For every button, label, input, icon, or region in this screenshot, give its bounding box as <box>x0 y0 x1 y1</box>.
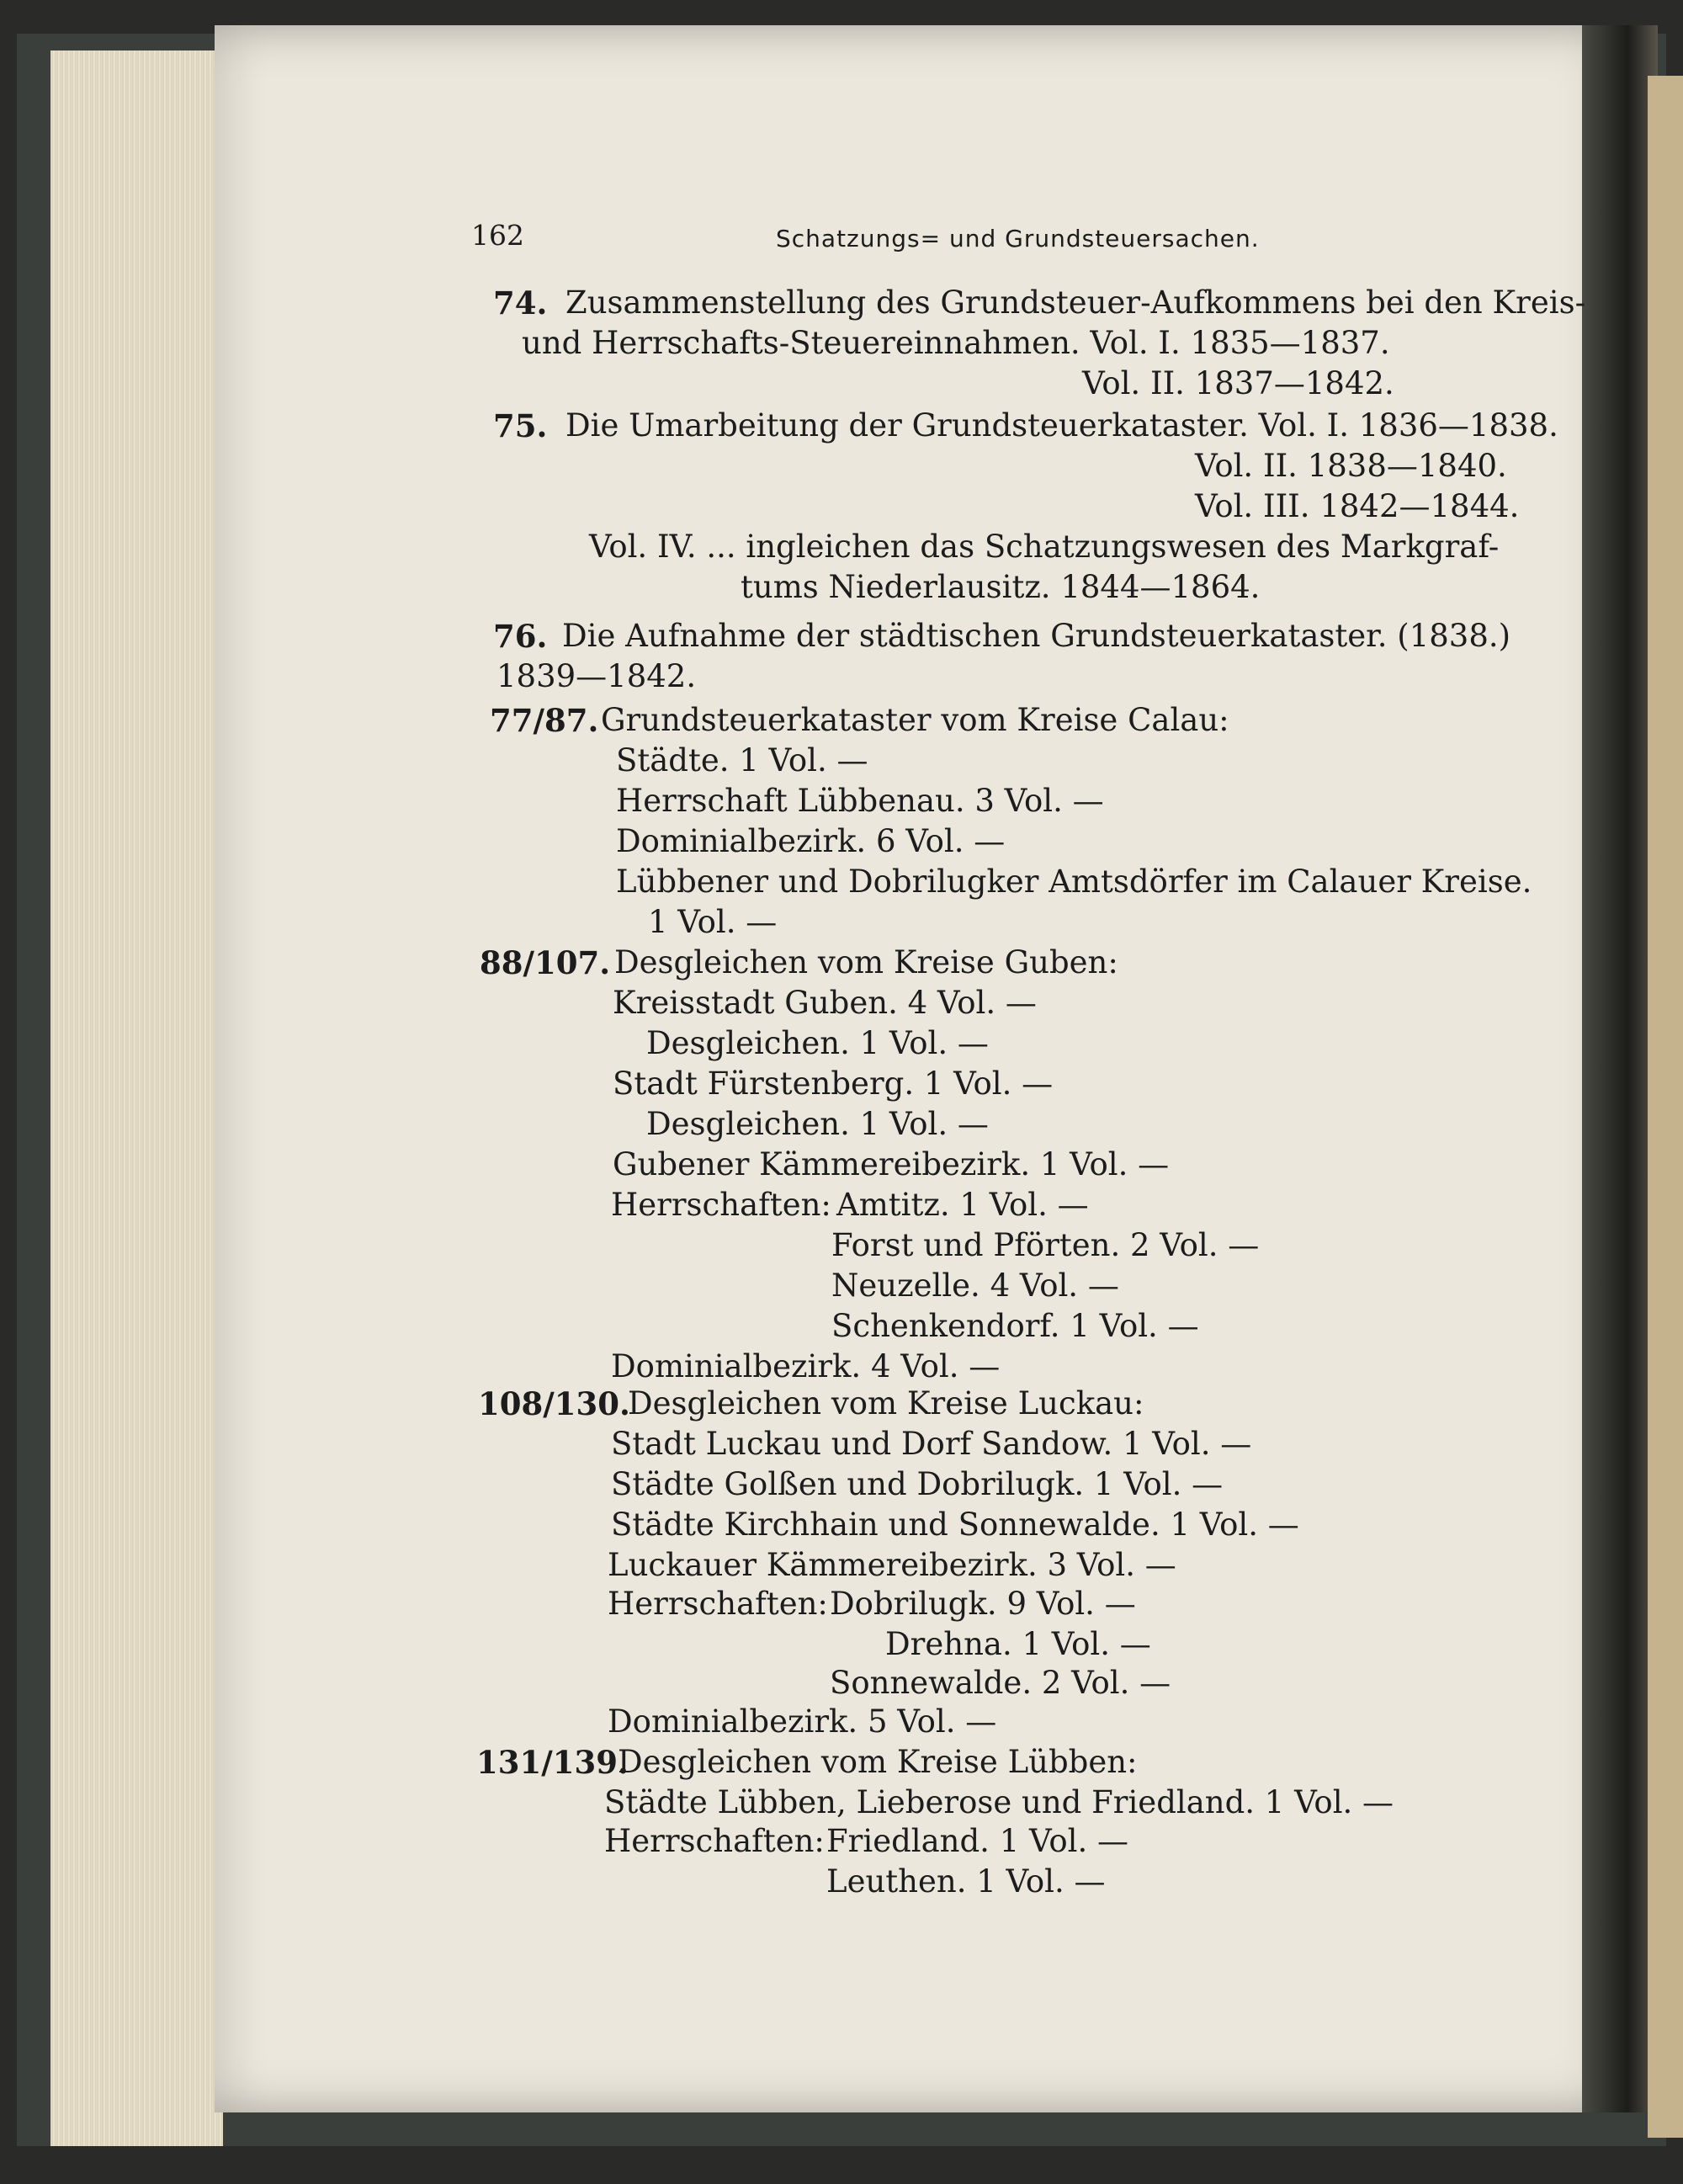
entry-text: Vol. III. 1842—1844. <box>1195 488 1520 524</box>
entry-number: 74. <box>493 284 548 321</box>
entry-text: Lübbener und Dobrilugker Amtsdörfer im Calauer Kreise. <box>616 864 1532 900</box>
entry-number: 108/130. <box>478 1385 630 1422</box>
entry-text: Städte. 1 Vol. — <box>616 742 868 778</box>
entry-text: Dominialbezirk. 6 Vol. — <box>616 823 1006 859</box>
entry-number: 131/139. <box>476 1744 629 1781</box>
entry-text: Vol. IV. ... ingleichen das Schatzungswesen des Markgraf- <box>589 529 1500 565</box>
entry-text: Stadt Fürstenberg. 1 Vol. — <box>613 1065 1054 1102</box>
entry-text: Dobrilugk. 9 Vol. — <box>830 1586 1136 1622</box>
entry-text: Sonnewalde. 2 Vol. — <box>830 1665 1171 1701</box>
entry-text: Dominialbezirk. 4 Vol. — <box>611 1348 1001 1384</box>
entry-text: Gubener Kämmereibezirk. 1 Vol. — <box>613 1146 1170 1182</box>
page-edges <box>50 50 223 2146</box>
entry-number: 88/107. <box>480 944 611 981</box>
running-title: Schatzungs= und Grundsteuersachen. <box>776 225 1260 252</box>
entry-text: 1839—1842. <box>496 658 697 694</box>
entry-text: Desgleichen. 1 Vol. — <box>646 1106 989 1142</box>
page-number: 162 <box>471 219 524 252</box>
entry-text: 1 Vol. — <box>648 904 778 940</box>
entry-text: Die Umarbeitung der Grundsteuerkataster. Vol. I. 1836—1838. <box>565 407 1558 444</box>
facing-page-edge <box>1648 76 1683 2138</box>
entry-text: Dominialbezirk. 5 Vol. — <box>608 1703 997 1740</box>
entry-text: Städte Golßen und Dobrilugk. 1 Vol. — <box>611 1466 1224 1502</box>
entry-text: Herrschaften: <box>604 1823 825 1859</box>
entry-text: tums Niederlausitz. 1844—1864. <box>741 569 1261 605</box>
entry-text: Forst und Pförten. 2 Vol. — <box>831 1227 1260 1263</box>
entry-text: Herrschaft Lübbenau. 3 Vol. — <box>616 783 1104 819</box>
entry-number: 77/87. <box>490 702 599 739</box>
entry-text: Luckauer Kämmereibezirk. 3 Vol. — <box>608 1547 1176 1583</box>
book-gutter <box>1582 25 1658 2112</box>
entry-number: 76. <box>493 618 548 655</box>
entry-text: Desgleichen vom Kreise Luckau: <box>628 1385 1144 1421</box>
entry-number: 75. <box>493 407 548 444</box>
entry-text: Leuthen. 1 Vol. — <box>826 1863 1106 1900</box>
entry-text: Herrschaften: <box>608 1586 828 1622</box>
entry-text: und Herrschafts-Steuereinnahmen. Vol. I. 1835—1837. <box>522 325 1390 361</box>
entry-text: Städte Kirchhain und Sonnewalde. 1 Vol. — <box>611 1506 1299 1543</box>
entry-text: Vol. II. 1837—1842. <box>1082 365 1394 401</box>
entry-text: Neuzelle. 4 Vol. — <box>831 1267 1119 1304</box>
entry-text: Städte Lübben, Lieberose und Friedland. 1 Vol. — <box>604 1784 1394 1820</box>
entry-text: Desgleichen vom Kreise Lübben: <box>618 1744 1138 1780</box>
entry-text: Desgleichen vom Kreise Guben: <box>614 944 1118 980</box>
entry-text: Amtitz. 1 Vol. — <box>836 1187 1089 1223</box>
entry-text: Schenkendorf. 1 Vol. — <box>831 1308 1199 1344</box>
entry-text: Zusammenstellung des Grundsteuer-Aufkommens bei den Kreis- <box>565 284 1586 321</box>
entry-text: Drehna. 1 Vol. — <box>885 1626 1151 1662</box>
entry-text: Grundsteuerkataster vom Kreise Calau: <box>601 702 1229 738</box>
entry-text: Kreisstadt Guben. 4 Vol. — <box>613 985 1037 1021</box>
entry-text: Desgleichen. 1 Vol. — <box>646 1025 989 1061</box>
entry-text: Herrschaften: <box>611 1187 831 1223</box>
entry-text: Die Aufnahme der städtischen Grundsteuerkataster. (1838.) <box>562 618 1511 654</box>
entry-text: Vol. II. 1838—1840. <box>1195 448 1507 484</box>
entry-text: Stadt Luckau und Dorf Sandow. 1 Vol. — <box>611 1426 1252 1462</box>
entry-text: Friedland. 1 Vol. — <box>826 1823 1128 1859</box>
